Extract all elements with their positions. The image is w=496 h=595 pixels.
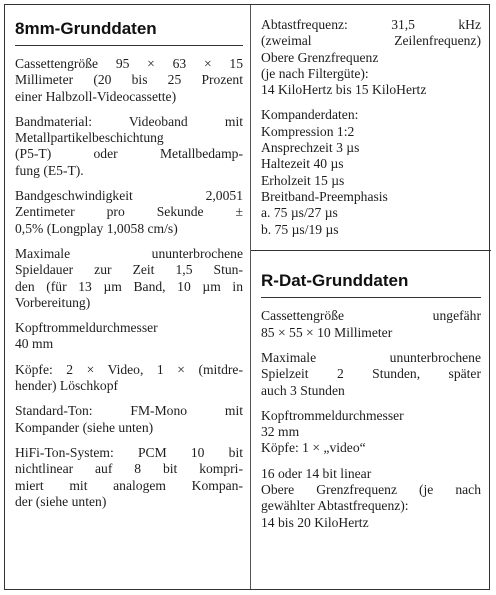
text-line: Obere Grenzfrequenz (je nach (261, 482, 481, 498)
text-line: (P5-T) oder Metallbedamp- (15, 146, 243, 162)
text-line: Maximale ununterbrochene (15, 245, 243, 261)
text-line: 32 mm (261, 424, 300, 440)
text-line: gewählter Abtastfrequenz): (261, 498, 409, 514)
text-line: Metallpartikelbeschichtung (15, 130, 164, 146)
section-separator (251, 250, 491, 252)
text-line: a. 75 µs/27 µs (261, 205, 338, 221)
text-line: Spielzeit 2 Stunden, später (261, 366, 481, 382)
text-line: den (für 13 µm Band, 10 µm in (15, 278, 243, 294)
text-line: Köpfe: 2 × Video, 1 × (mitdre- (15, 361, 243, 377)
left-column (15, 19, 243, 589)
text-line: Kompanderdaten: (261, 107, 359, 123)
heads-8mm (15, 362, 243, 395)
text-line: miert mit analogem Kompan- (15, 477, 243, 493)
text-line: Spieldauer zur Zeit 1,5 Stun- (15, 262, 243, 278)
text-line: einer Halbzoll-Videocassette) (15, 88, 177, 104)
text-line: 85 × 55 × 10 Millimeter (261, 324, 393, 340)
compander-data (261, 107, 481, 237)
text-line: 16 oder 14 bit linear (261, 465, 372, 481)
column-divider (250, 5, 251, 589)
max-playtime-rdat (261, 350, 481, 399)
text-line: Millimeter (20 bis 25 Prozent (15, 72, 243, 88)
text-line: Haltezeit 40 µs (261, 156, 344, 172)
text-line: Vorbereitung) (15, 294, 91, 310)
text-line: fung (E5-T). (15, 162, 84, 178)
text-line: 40 mm (15, 336, 54, 352)
text-line: Cassettengröße ungefähr (261, 308, 481, 324)
drum-diameter-8mm (15, 320, 243, 353)
text-line: Erholzeit 15 µs (261, 172, 345, 188)
text-line: Zentimeter pro Sekunde ± (15, 204, 243, 220)
text-line: Bandgeschwindigkeit 2,0051 (15, 188, 243, 204)
drum-and-heads-rdat (261, 408, 481, 457)
text-line: Kopftrommeldurchmesser (261, 407, 404, 423)
text-line: Maximale ununterbrochene (261, 349, 481, 365)
text-line: der (siehe unten) (15, 493, 107, 509)
resolution-and-frequency (261, 466, 481, 531)
text-line: Standard-Ton: FM-Mono mit (15, 403, 243, 419)
tape-speed (15, 188, 243, 237)
heading-rdat: R-Dat-Grunddaten (261, 271, 481, 298)
text-line: Kompression 1:2 (261, 123, 355, 139)
text-line: nichtlinear auf 8 bit kompri- (15, 461, 243, 477)
text-line: 14 bis 20 KiloHertz (261, 514, 369, 530)
spec-sheet-frame (4, 4, 490, 590)
text-line: Kopftrommeldurchmesser (15, 320, 158, 336)
text-line: (zweimal Zeilenfrequenz) (261, 33, 481, 49)
text-line: Abtastfrequenz: 31,5 kHz (261, 17, 481, 32)
text-line: Kompander (siehe unten) (15, 419, 154, 435)
max-playtime-8mm (15, 246, 243, 311)
text-line: Ansprechzeit 3 µs (261, 140, 360, 156)
text-line: Bandmaterial: Videoband mit (15, 113, 243, 129)
sampling-frequency (261, 17, 481, 98)
text-line: (je nach Filtergüte): (261, 65, 369, 81)
tape-material (15, 114, 243, 179)
text-line: hender) Löschkopf (15, 378, 119, 394)
heading-8mm: 8mm-Grunddaten (15, 19, 243, 46)
text-line: 14 KiloHertz bis 15 KiloHertz (261, 82, 427, 98)
hifi-audio (15, 445, 243, 510)
standard-audio (15, 403, 243, 436)
text-line: auch 3 Stunden (261, 382, 345, 398)
text-line: Köpfe: 1 × „video“ (261, 440, 366, 456)
text-line: Breitband-Preemphasis (261, 188, 388, 204)
text-line: b. 75 µs/19 µs (261, 221, 339, 237)
text-line: 0,5% (Longplay 1,0058 cm/s) (15, 220, 178, 236)
cassette-size-rdat (261, 308, 481, 341)
text-line: HiFi-Ton-System: PCM 10 bit (15, 444, 243, 460)
text-line: Cassettengröße 95 × 63 × 15 (15, 56, 243, 71)
text-line: Obere Grenzfrequenz (261, 49, 379, 65)
right-column (261, 17, 481, 589)
cassette-size-8mm (15, 56, 243, 105)
